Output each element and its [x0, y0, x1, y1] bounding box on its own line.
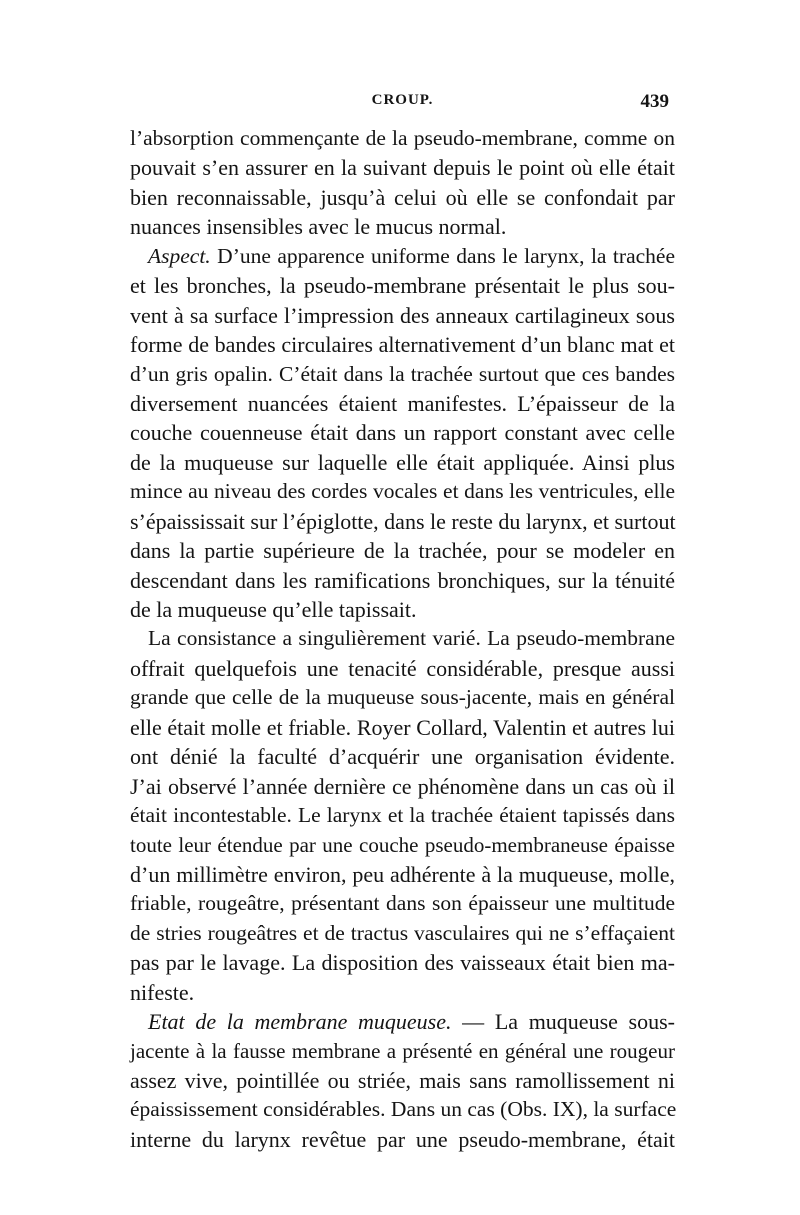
- body-text: [130, 124, 675, 1154]
- paragraph-start-line: La consistance a singulièrement varié. La pseudo-membrane: [148, 626, 675, 651]
- text-line: offrait quelquefois une tenacité considérable, presque aussi: [130, 655, 675, 681]
- text-line: dans la partie supérieure de la trachée, pour se modeler en: [130, 538, 675, 564]
- text-line: diversement nuancées étaient manifestes. L’épaisseur de la: [130, 390, 675, 416]
- text-line: interne du larynx revêtue par une pseudo-membrane, était: [130, 1126, 675, 1152]
- text-line: de la muqueuse qu’elle tapissait.: [130, 597, 417, 622]
- text-line: pouvait s’en assurer en la suivant depuis le point où elle était: [130, 155, 675, 181]
- text-line: grande que celle de la muqueuse sous-jacente, mais en général: [130, 685, 675, 710]
- text-line: pas par le lavage. La disposition des vaisseaux était bien ma-: [130, 950, 675, 976]
- text-line: toute leur étendue par une couche pseudo-membraneuse épaisse: [130, 832, 675, 857]
- text-line: de stries rougeâtres et de tractus vasculaires qui ne s’effaçaient: [130, 920, 675, 945]
- text-line: assez vive, pointillée ou striée, mais sans ramollissement ni: [130, 1068, 675, 1093]
- text-line: vent à sa surface l’impression des anneaux cartilagineux sous: [130, 302, 675, 328]
- text-line: descendant dans les ramifications bronchiques, sur la ténuité: [130, 567, 675, 593]
- text-line: s’épaississait sur l’épiglotte, dans le reste du larynx, et surtout: [130, 508, 676, 534]
- paragraph-start-line: Etat de la membrane muqueuse. — La muqueuse sous-: [148, 1009, 675, 1035]
- text-line: et les bronches, la pseudo-membrane présentait le plus sou-: [130, 273, 675, 299]
- text-line: d’un gris opalin. C’était dans la trachée surtout que ces bandes: [130, 361, 675, 386]
- running-title: CROUP.: [371, 92, 434, 108]
- text-line: friable, rougeâtre, présentant dans son épaisseur une multitude: [130, 891, 675, 916]
- text-line: jacente à la fausse membrane a présenté en général une rougeur: [130, 1038, 675, 1063]
- text-line: de la muqueuse sur laquelle elle était appliquée. Ainsi plus: [130, 449, 675, 475]
- paragraph-start-line: Aspect. D’une apparence uniforme dans le larynx, la trachée: [148, 243, 675, 268]
- page-number: 439: [640, 91, 669, 112]
- text-line: nuances insensibles avec le mucus normal.: [130, 214, 507, 240]
- text-line: elle était molle et friable. Royer Collard, Valentin et autres lui: [130, 714, 675, 740]
- text-line: était incontestable. Le larynx et la trachée étaient tapissés dans: [130, 803, 675, 828]
- section-lead: Etat de la membrane muqueuse.: [148, 1009, 452, 1035]
- text-line: nifeste.: [130, 979, 195, 1005]
- text-line: l’absorption commençante de la pseudo-membrane, comme on: [130, 126, 675, 150]
- text-line: forme de bandes circulaires alternativement d’un blanc mat et: [130, 332, 675, 358]
- text-line: d’un millimètre environ, peu adhérente à la muqueuse, molle,: [130, 861, 675, 887]
- text-line: J’ai observé l’année dernière ce phénomène dans un cas où il: [130, 773, 675, 799]
- text-line: épaississement considérables. Dans un cas (Obs. IX), la surface: [130, 1097, 677, 1122]
- running-head: [130, 92, 675, 118]
- text-line: couche couenneuse était dans un rapport constant avec celle: [130, 420, 675, 446]
- section-lead: Aspect.: [148, 243, 211, 268]
- text-line: bien reconnaissable, jusqu’à celui où elle se confondait par: [130, 184, 675, 210]
- text-line: mince au niveau des cordes vocales et dans les ventricules, elle: [130, 479, 675, 504]
- text-line: ont dénié la faculté d’acquérir une organisation évidente.: [130, 744, 675, 770]
